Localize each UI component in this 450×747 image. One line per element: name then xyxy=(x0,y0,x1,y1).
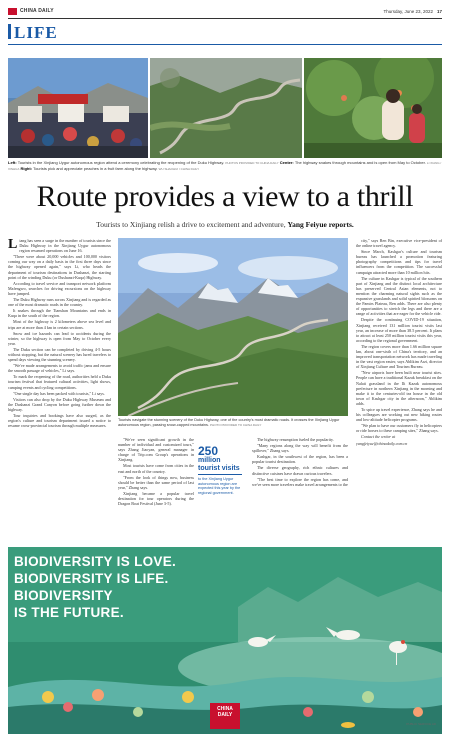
center-caption-text: Tourists navigate the stunning scenery of the Duku Highway, one of the country's most dramatic roads. It crosses the Xinjiang Uygur autonomous region, passing snow-capped mountains. xyxy=(118,418,340,427)
subheadline xyxy=(0,220,450,229)
ad-line-1: BIODIVERSITY IS LOVE. xyxy=(14,554,177,569)
article-paragraph: "New airports have been built near tourist sites. People can have a traditional Kazak breakfast on the Nalati grassland in the Ili Kazak autonomous prefecture in northern Xinjiang in the morning and make it to the centuries-old tea house in the old town of Kashgar city in the afternoon," Ablikim adds. xyxy=(356,370,442,406)
factbox-unit: million xyxy=(198,457,221,464)
article-paragraph: "We've made arrangements to avoid traffic jams and ensure the smooth passage of vehicles," Li says. xyxy=(8,363,111,374)
article-paragraph: Xinjiang became a popular travel destination for tour operators during the Dragon Boat Festival (June 3-5). xyxy=(118,490,194,507)
article-paragraph: "We've seen significant growth in the number of individual and customized tours," says Zhang Jiaoyan, general manager in charge of Trip.com Group's operations in Xinjiang. xyxy=(118,437,194,463)
subhead-text: Tourists to Xinjiang relish a drive to excitement and adventure, xyxy=(96,220,286,229)
issue-date: Thursday, June 23, 2022 xyxy=(383,8,433,14)
section-accent-bar xyxy=(8,24,11,39)
caption-left-text: Tourists in the Xinjiang Uygur autonomous region attend a ceremony celebrating the reopening of the Duku Highway. xyxy=(17,160,225,165)
article-column-1 xyxy=(8,238,111,543)
article-paragraph: Since March, Kashgar's culture and tourism bureau has launched a promotion featuring photography competitions and tips for travel influencers from the competition. The successful campaign attracted more than 10 million hits. xyxy=(356,249,442,275)
article-paragraph: The highway resumption fueled the popularity. xyxy=(257,437,334,442)
caption-left-credit: PHOTOS PROVIDED TO CHINA DAILY xyxy=(225,161,279,165)
article-column-2 xyxy=(118,437,194,545)
article-paragraph: city," says Ren Bin, executive vice-president of the online travel agency. xyxy=(356,238,442,249)
article-paragraph: To mark the reopening of the road, authorities held a Duku tourism festival that featured cultural activities, light shows, camping events and cycling competitions. xyxy=(8,374,111,390)
contact-label: Contact the writer at xyxy=(361,434,396,440)
brand-name: CHINA DAILY xyxy=(20,8,54,14)
caption-center-label: Center: xyxy=(279,160,294,165)
masthead-rule xyxy=(8,18,442,19)
article-column-4 xyxy=(356,238,442,543)
article-paragraph: The region covers more than 1.66 million square km, about one-sixth of China's territory, and an improved transportation network has made traveling in the vast region easier, says Ablikim Arzi, director of Xinjiang Culture and Tourism Bureau. xyxy=(356,343,442,370)
ad-line-4: IS THE FUTURE. xyxy=(14,605,124,620)
article-paragraph: Kashgar, in the southwest of the region, has been a popular tourist destination. xyxy=(252,454,348,465)
ad-logo-top: CHINA xyxy=(217,706,233,712)
drop-cap: L xyxy=(8,238,18,252)
ad-line-2: BIODIVERSITY IS LIFE. xyxy=(14,571,169,586)
center-photo-caption xyxy=(118,418,348,427)
article-paragraph: The Duku section can be completed by driving 4-5 hours without stopping, but the natural scenery has lured travelers to spend days viewing the stunning scenery. xyxy=(8,346,111,363)
section-rule xyxy=(8,44,442,45)
photo-highway-valley xyxy=(118,238,348,416)
factbox-text: to the Xinjiang Uygur autonomous region are expected this year by the regional government. xyxy=(198,477,241,495)
caption-left-label: Left: xyxy=(8,160,17,165)
article-paragraph: "Many regions along the way will benefit from the spillover," Zhang says. xyxy=(252,443,348,454)
factbox-label: tourist visits xyxy=(198,465,240,472)
factbox-rule xyxy=(198,474,242,475)
center-caption-credit: PHOTO PROVIDED TO CHINA DAILY xyxy=(210,422,262,427)
photo-ceremony xyxy=(8,58,148,158)
section-title: LIFE xyxy=(14,23,58,42)
top-photo-captions xyxy=(8,160,442,172)
article-paragraph: "We plan to have our customers fly in helicopters or ride horses to these camping sites," Zhang says. xyxy=(356,423,442,434)
article-paragraph: Tour inquiries and bookings have also surged, as the region's culture and tourism department issued a notice to resume cross-provincial tourism through multiple measures. xyxy=(8,413,111,429)
ad-line-3: BIODIVERSITY xyxy=(14,588,113,603)
article-paragraph: To spice up travel experience, Zhang says he and his colleagues are working out new hiking routes and low-altitude helicopter programs. xyxy=(356,407,442,423)
article-paragraph: Visitors can also drop by the Duku Highway Museum and the Dushanzi Grand Canyon before going further down the highway. xyxy=(8,396,111,412)
ad-logo-bottom: DAILY xyxy=(217,712,233,718)
article-paragraph: "The best time to explore the region has come, and we've seen more travelers make travel arrangements to the xyxy=(252,476,348,487)
masthead xyxy=(8,6,442,16)
article-paragraph: Despite the continuing COVID-19 situation, Xinjiang received 131 million tourist visits last year, an increase of more than 38.5 percent. It plans to attract at least 250 million tourist visits this year, according to the regional government. xyxy=(356,317,442,343)
article-paragraph: Most of the highway is 2 kilometers above sea level and trips are at more than 4 km in certain sections. xyxy=(8,319,111,330)
page-number: 17 xyxy=(436,8,442,14)
caption-right-credit: WU SHAOHUI / CHINA DAILY xyxy=(158,167,200,171)
article-paragraph: "There were about 20,000 vehicles and 100,000 visitors coming our way on a daily basis in the first three days since the highway opened again," says Li, who heads the department of tourism destinations in Dushanzi, the starting point of the winding Duku (or Dushanzi-Kuqa) Highway. xyxy=(8,254,111,280)
factbox xyxy=(198,445,242,495)
article-paragraph: Most tourists have come from cities in the east and north of the country. xyxy=(118,463,194,474)
article-paragraph: The Duku Highway runs across Xinjiang and is regarded as one of the most dramatic roads in the country. xyxy=(8,297,111,308)
article-column-3 xyxy=(252,437,348,545)
article-paragraph: It snakes through the Tianshan Mountains and ends in Kuqa in the south of the region. xyxy=(8,308,111,319)
china-daily-logo xyxy=(8,8,17,15)
ad-credit: PUBLIC SERVICE AD xyxy=(406,722,436,726)
top-photo-strip xyxy=(8,58,442,158)
ad-china-daily-logo xyxy=(210,703,240,729)
article-paragraph: Snow and ice hazards can lead to accidents during the winter, so the highway is open from May to October every year. xyxy=(8,330,111,346)
article-paragraph: "From the look of things now, business should be better than the same period of last year," Zhang says. xyxy=(118,474,194,490)
article-paragraph: iang has seen a surge in the number of tourists since the Duku Highway in the Xinjiang Uygur autonomous region resumed operations on June 16. xyxy=(19,238,111,254)
photo-highway-mountains xyxy=(150,58,302,158)
photo-peach-farm xyxy=(304,58,442,158)
caption-center-text: The highway snakes through mountains and is open from May to October. xyxy=(294,160,426,165)
caption-center-credit: LI XIANG / XINHUA xyxy=(8,161,442,171)
byline: Yang Feiyue reports. xyxy=(287,220,354,229)
factbox-number: 250 xyxy=(198,444,219,458)
contact-email[interactable]: yangfeiyue@chinadaily.com.cn xyxy=(356,440,408,446)
caption-right-label: Right: xyxy=(20,166,33,171)
article-paragraph: The diverse geography, rich ethnic cultures and distinctive cuisines have drawn curious travelers. xyxy=(252,465,348,476)
headline: Route provides a view to a thrill xyxy=(36,180,414,213)
caption-right-text: Tourists pick and appreciate peaches in a fruit farm along the highway. xyxy=(33,166,158,171)
article-paragraph: According to travel service and transport network platform Mafengwo, searches for driving excursions on the highway have jumped. xyxy=(8,280,111,296)
article-paragraph: The culture in Kashgar is typical of the southern part of Xinjiang and the distinct local architecture has preserved Central Asian elements, not to mention the charming natural sights such as the expansive grasslands and solid spirited blossoms on the Pamirs Plateau, Ren adds. There are also plenty of opportunities to stretch the legs and there are a range of activities that are eager for the vehicle ride. xyxy=(356,275,442,317)
article-paragraph: "One single day has been packed with tourists," Li says. xyxy=(13,390,105,396)
